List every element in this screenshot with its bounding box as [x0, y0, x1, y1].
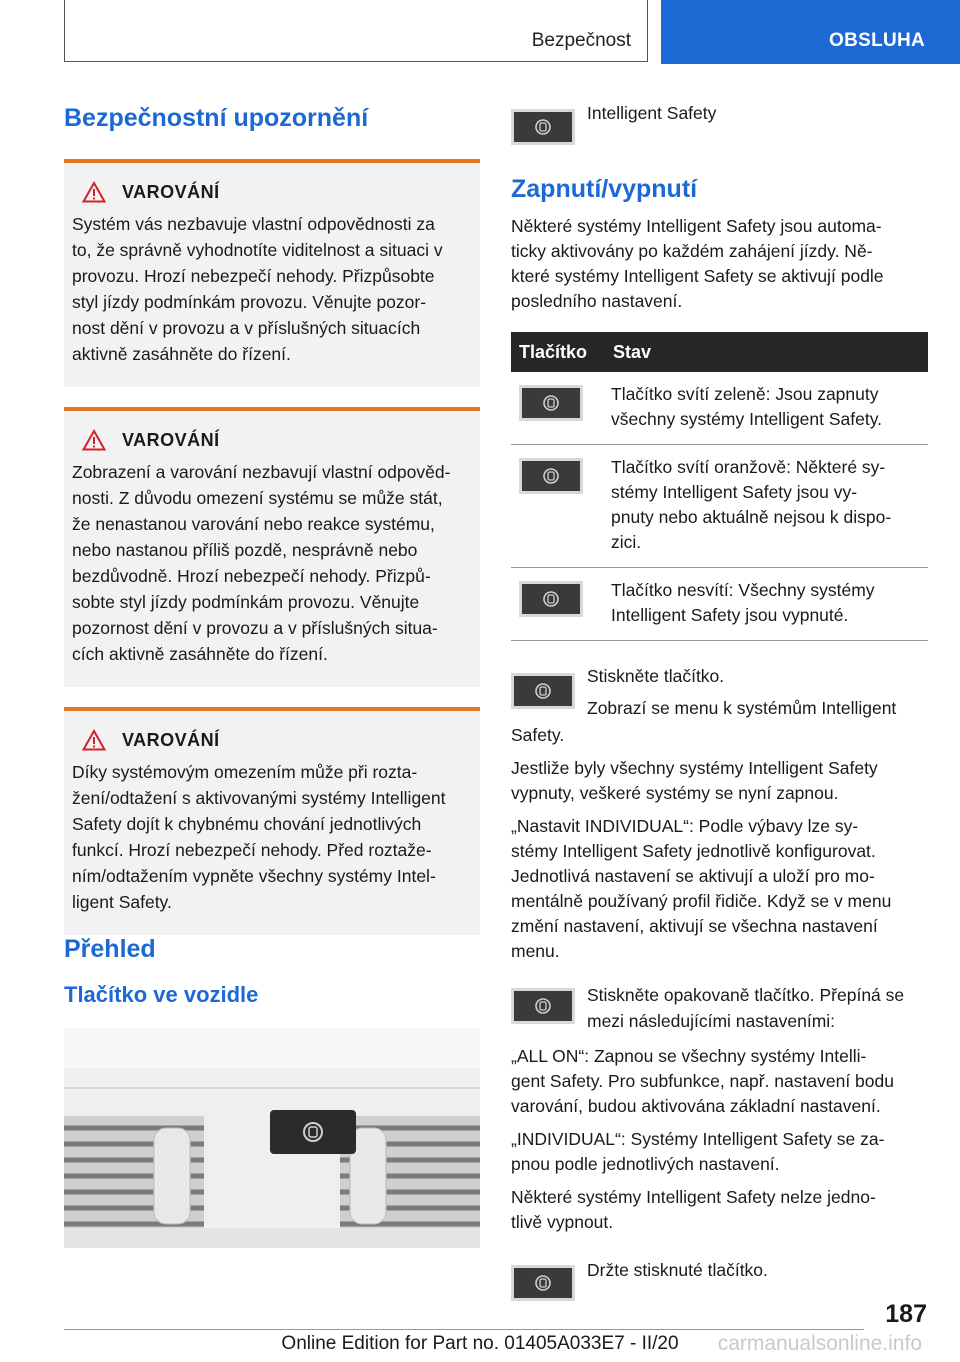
table-row — [511, 372, 928, 445]
intelligent-safety-button-icon — [519, 385, 583, 421]
cannot-disable-paragraph: Některé systémy Intelligent Safety nelze jedno- tlivě vypnout. — [511, 1187, 876, 1232]
button-in-vehicle-title: Tlačítko ve vozidle — [64, 982, 259, 1007]
intelligent-safety-button-icon — [511, 673, 575, 709]
individual-paragraph: „Nastavit INDIVIDUAL“: Podle výbavy lze sy- stémy Intelligent Safety jednotlivě konfigurovat. Jednotlivá nastavení se aktivují a uloží pro mo- mentálně používaný profil řidiče. Když se v menu změní nastavení, aktivují se všechna nastavení menu. — [511, 816, 892, 961]
intelligent-safety-button-icon — [519, 581, 583, 617]
overview-title: Přehled — [64, 935, 156, 963]
watermark-text: carmanualsonline.info — [717, 1332, 922, 1355]
on-off-title: Zapnutí/vypnutí — [511, 175, 698, 203]
press-repeat-row — [511, 982, 928, 1034]
page-number: 187 — [885, 1300, 927, 1328]
footer-divider — [64, 1329, 864, 1330]
warning-box — [64, 407, 480, 687]
table-header-state: Stav — [611, 332, 928, 372]
warning-label: VAROVÁNÍ — [122, 181, 220, 202]
intelligent-safety-button-icon — [511, 988, 575, 1024]
warning-triangle-icon — [82, 429, 106, 451]
warning-text: Zobrazení a varování nezbavují vlastní odpověd- nosti. Z důvodu omezení systému se může stát, že nenastanou varování nebo reakce systému, nebo nastanou příliš pozdě, nesprávně nebo bezdůvodně. Hrozí nebezpečí nehody. Přizpů- sobte styl jízdy podmínkám provozu. Věnujte pozornost dění v provozu a v příslušných situa- cích aktivně zasáhněte do řízení. — [72, 462, 451, 664]
warning-label: VAROVÁNÍ — [122, 429, 220, 450]
button-state-table — [511, 332, 928, 641]
intelligent-safety-button-icon — [519, 458, 583, 494]
intelligent-safety-icon-row — [511, 100, 928, 145]
edition-text: Online Edition for Part no. 01405A033E7 - II/20 — [281, 1333, 679, 1354]
menu-text-cont: Safety. — [511, 725, 565, 745]
all-off-paragraph: Jestliže byly všechny systémy Intelligent Safety vypnuty, veškeré systémy se nyní zapnou. — [511, 758, 878, 803]
warning-box — [64, 707, 480, 935]
warning-triangle-icon — [82, 181, 106, 203]
hold-button-text: Držte stisknuté tlačítko. — [587, 1260, 768, 1280]
left-column — [64, 104, 480, 1248]
warning-text: Systém vás nezbavuje vlastní odpovědnosti za to, že správně vyhodnotíte viditelnost a situaci v provozu. Hrozí nebezpečí nehody. Přizpůsobte styl jízdy podmínkám provozu. Věnujte pozor- nost dění v provozu a v příslušných situacích aktivně zasáhněte do řízení. — [72, 214, 443, 364]
intelligent-safety-button-icon — [511, 109, 575, 145]
table-cell-state: Tlačítko svítí oranžově: Některé sy- stémy Intelligent Safety jsou vy- pnuty nebo aktuálně nejsou k dispo- zici. — [611, 445, 928, 568]
warning-text: Díky systémovým omezením může při rozta- žení/odtažení s aktivovanými systémy Intelligent Safety dojít k chybnému chování jednotlivých funkcí. Hrozí nebezpečí nehody. Před roztaže- ním/odtažením vypněte všechny systémy Intel- ligent Safety. — [72, 762, 446, 912]
safety-notes-title: Bezpečnostní upozornění — [64, 104, 369, 132]
table-row — [511, 445, 928, 568]
intelligent-safety-caption: Intelligent Safety — [587, 103, 717, 123]
header-section: Bezpečnost — [531, 30, 631, 51]
individual2-paragraph: „INDIVIDUAL“: Systémy Intelligent Safety se za- pnou podle jednotlivých nastavení. — [511, 1129, 885, 1174]
table-cell-state: Tlačítko nesvítí: Všechny systémy Intelligent Safety jsou vypnuté. — [611, 568, 928, 641]
chapter-label: OBSLUHA — [829, 30, 926, 51]
hold-button-row — [511, 1257, 928, 1301]
chapter-tab — [661, 0, 960, 64]
intro-paragraph: Některé systémy Intelligent Safety jsou automa- ticky aktivovány po každém zahájení jízdy. Ně- které systémy Intelligent Safety se aktivují podle posledního nastavení. — [511, 216, 884, 311]
right-column — [511, 100, 928, 1301]
warning-box — [64, 159, 480, 387]
vehicle-button-photo — [64, 1028, 480, 1248]
table-row — [511, 568, 928, 641]
press-button-text: Stiskněte tlačítko. — [587, 666, 725, 686]
warning-triangle-icon — [82, 729, 106, 751]
menu-text: Zobrazí se menu k systémům Intelligent — [587, 698, 897, 718]
press-button-row — [511, 663, 928, 721]
all-on-paragraph: „ALL ON“: Zapnou se všechny systémy Intelli- gent Safety. Pro subfunkce, např. nastavení bodu varování, budou aktivována základní nastavení. — [511, 1046, 894, 1116]
intelligent-safety-button-icon — [511, 1265, 575, 1301]
warning-label: VAROVÁNÍ — [122, 729, 220, 750]
header-section-box — [64, 0, 648, 62]
press-repeat-text: Stiskněte opakovaně tlačítko. Přepíná se mezi následujícími nastaveními: — [587, 985, 905, 1031]
table-header-button: Tlačítko — [511, 332, 611, 372]
table-cell-state: Tlačítko svítí zeleně: Jsou zapnuty všechny systémy Intelligent Safety. — [611, 372, 928, 445]
